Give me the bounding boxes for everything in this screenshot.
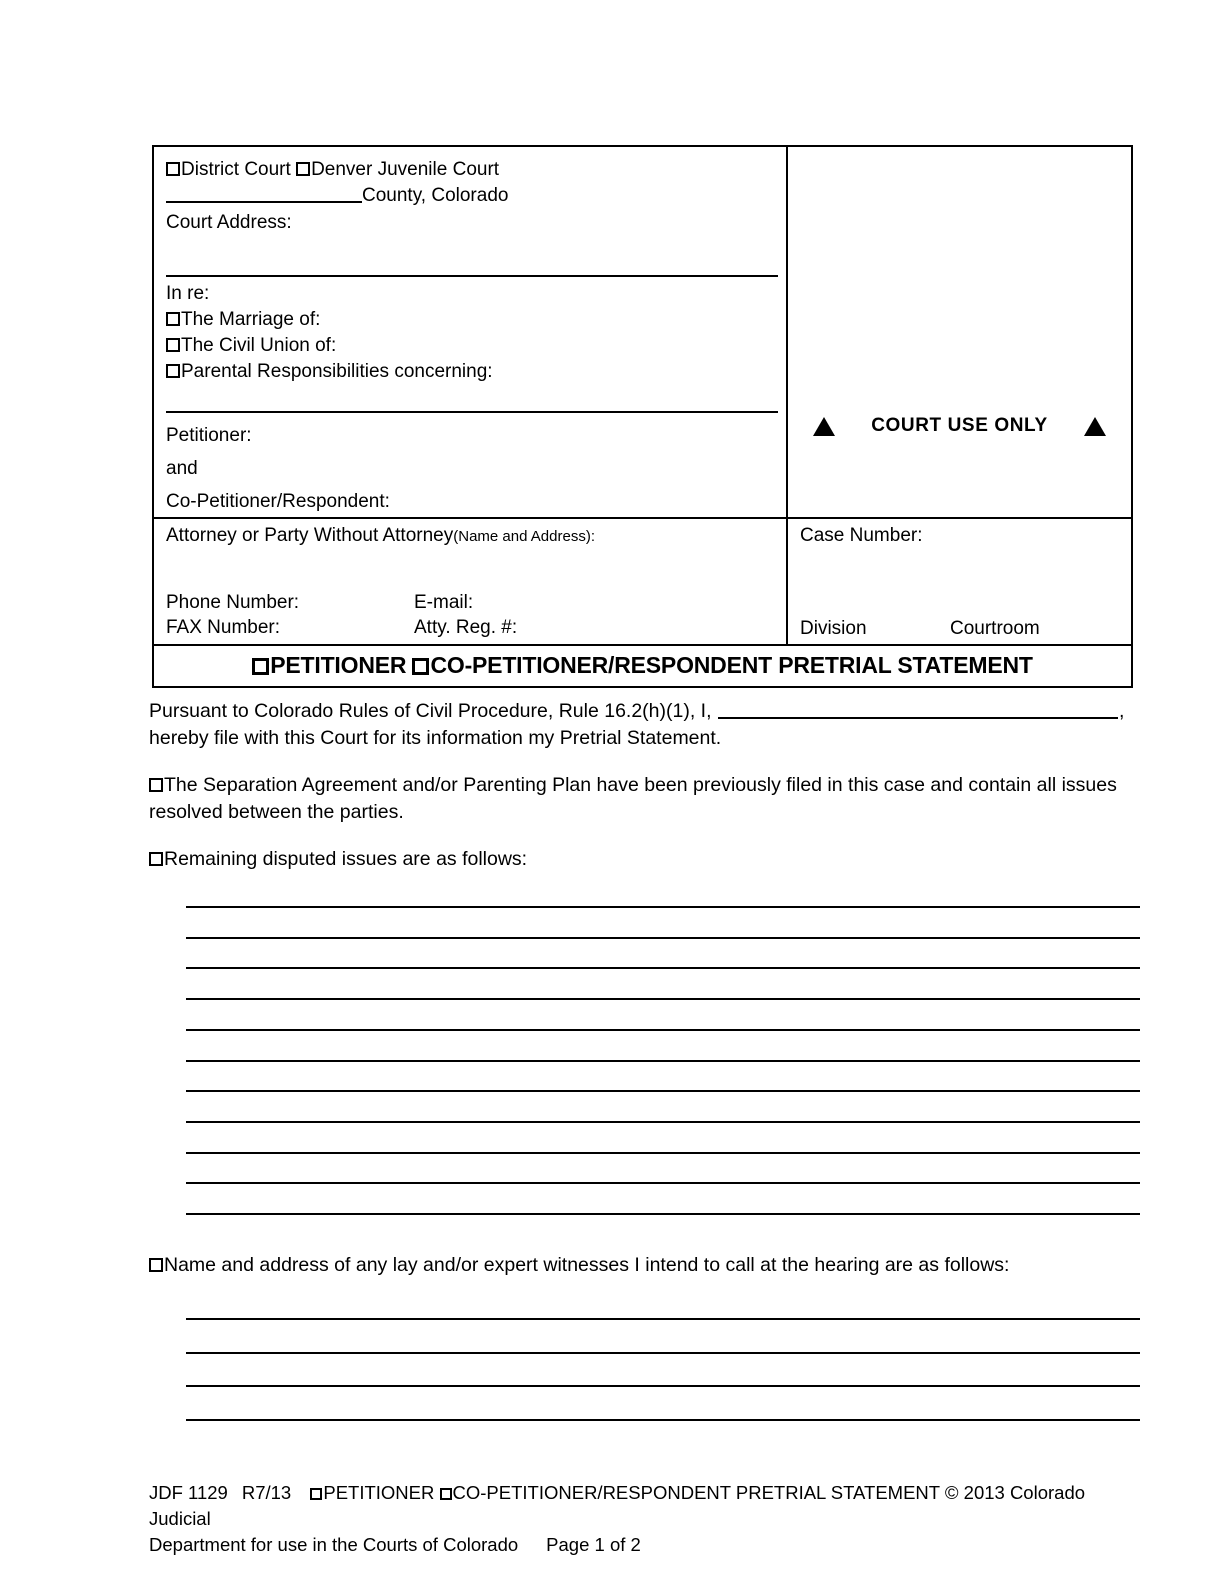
civil-union-checkbox[interactable] xyxy=(166,338,180,352)
write-line[interactable] xyxy=(186,1182,1140,1184)
write-line[interactable] xyxy=(186,1213,1140,1215)
disputed-issues-checkbox[interactable] xyxy=(149,852,163,866)
footer-petitioner-checkbox[interactable] xyxy=(310,1488,322,1500)
and-label: and xyxy=(166,458,198,479)
declarant-name-blank[interactable] xyxy=(718,702,1118,719)
form-title-bar xyxy=(154,644,1131,686)
parties-block xyxy=(154,413,786,517)
write-line[interactable] xyxy=(186,906,1140,908)
pursuant-suffix-text: , xyxy=(1118,700,1125,722)
title-petitioner-checkbox[interactable] xyxy=(252,658,269,675)
write-line[interactable] xyxy=(186,937,1140,939)
write-line[interactable] xyxy=(186,998,1140,1000)
write-line[interactable] xyxy=(186,1121,1140,1123)
marriage-checkbox[interactable] xyxy=(166,312,180,326)
fax-label: FAX Number: xyxy=(166,617,281,638)
email-label: E-mail: xyxy=(414,592,474,613)
attorney-contact-grid xyxy=(166,590,766,640)
case-number-column xyxy=(788,519,1131,644)
witness-list-checkbox[interactable] xyxy=(149,1258,163,1272)
parental-responsibilities-label: Parental Responsibilities concerning: xyxy=(181,361,493,382)
write-line[interactable] xyxy=(186,1318,1140,1320)
witness-list-item[interactable] xyxy=(149,1252,1141,1279)
separation-agreement-item[interactable] xyxy=(149,772,1141,826)
in-re-option-marriage[interactable] xyxy=(166,307,776,333)
courtroom-label: Courtroom xyxy=(950,618,1040,639)
county-suffix-label: County, Colorado xyxy=(362,185,509,206)
footer-co-petitioner-label: CO-PETITIONER/RESPONDENT PRETRIAL STATEMENT © 2013 Colorado Judicial xyxy=(149,1482,1086,1529)
civil-union-label: The Civil Union of: xyxy=(181,335,337,356)
division-label: Division xyxy=(800,618,867,639)
parental-responsibilities-checkbox[interactable] xyxy=(166,364,180,378)
separation-agreement-checkbox[interactable] xyxy=(149,778,163,792)
pursuant-prefix-text: Pursuant to Colorado Rules of Civil Procedure, Rule 16.2(h)(1), I, xyxy=(149,700,712,722)
title-co-petitioner-label: CO-PETITIONER/RESPONDENT xyxy=(430,652,772,678)
caption-lower-row xyxy=(154,519,1131,644)
page-footer xyxy=(149,1480,1149,1558)
court-use-only-label: COURT USE ONLY xyxy=(871,415,1048,436)
case-caption-box xyxy=(152,145,1133,688)
disputed-issues-item[interactable] xyxy=(149,846,1141,873)
marriage-label: The Marriage of: xyxy=(181,309,321,330)
attorney-sublabel: (Name and Address): xyxy=(453,528,595,545)
in-re-label: In re: xyxy=(166,283,210,304)
footer-line-two xyxy=(149,1532,1149,1558)
caption-left-column xyxy=(154,147,788,517)
district-court-checkbox[interactable] xyxy=(166,162,180,176)
county-line xyxy=(166,183,776,208)
fax-attyreg-row xyxy=(166,615,766,640)
district-court-label: District Court xyxy=(181,159,291,180)
footer-form-number: JDF 1129 xyxy=(149,1482,228,1503)
phone-email-row xyxy=(166,590,766,615)
title-petitioner-label: PETITIONER xyxy=(270,652,407,678)
footer-co-petitioner-checkbox[interactable] xyxy=(440,1488,452,1500)
in-re-block xyxy=(154,277,786,411)
footer-line-one xyxy=(149,1480,1149,1532)
attorney-heading xyxy=(166,525,776,547)
title-co-petitioner-checkbox[interactable] xyxy=(412,658,429,675)
caption-upper-row xyxy=(154,147,1131,517)
disputed-issues-write-lines[interactable] xyxy=(186,906,1140,1216)
write-line[interactable] xyxy=(186,1385,1140,1387)
pursuant-paragraph xyxy=(149,698,1139,752)
write-line[interactable] xyxy=(186,1352,1140,1354)
case-number-label: Case Number: xyxy=(800,525,923,546)
footer-petitioner-label: PETITIONER xyxy=(323,1482,435,1503)
court-address-label: Court Address: xyxy=(166,212,292,233)
atty-reg-label: Atty. Reg. #: xyxy=(414,617,518,638)
write-line[interactable] xyxy=(186,1152,1140,1154)
denver-juvenile-court-checkbox[interactable] xyxy=(296,162,310,176)
footer-revision: R7/13 xyxy=(241,1482,292,1503)
disputed-issues-text: Remaining disputed issues are as follows: xyxy=(164,848,528,870)
co-petitioner-label: Co-Petitioner/Respondent: xyxy=(166,491,390,512)
triangle-left-icon xyxy=(813,417,835,436)
division-courtroom-row xyxy=(800,618,1040,640)
footer-page-label: Page 1 of 2 xyxy=(546,1534,641,1555)
petitioner-label: Petitioner: xyxy=(166,425,252,446)
court-use-only-area xyxy=(788,147,1131,496)
pursuant-line-two: hereby file with this Court for its information my Pretrial Statement. xyxy=(149,727,722,749)
triangle-right-icon xyxy=(1084,417,1106,436)
in-re-option-civil-union[interactable] xyxy=(166,333,776,359)
separation-agreement-text: The Separation Agreement and/or Parenting Plan have been previously filed in this case and contain all issues resolved between the parties. xyxy=(149,774,1117,823)
in-re-option-parental-responsibilities[interactable] xyxy=(166,359,776,385)
attorney-block xyxy=(154,519,786,644)
attorney-label: Attorney or Party Without Attorney xyxy=(166,525,454,546)
court-identification-block xyxy=(154,147,786,275)
witness-list-text: Name and address of any lay and/or expert witnesses I intend to call at the hearing are as follows: xyxy=(164,1254,1010,1276)
write-line[interactable] xyxy=(186,967,1140,969)
write-line[interactable] xyxy=(186,1029,1140,1031)
write-line[interactable] xyxy=(186,1419,1140,1421)
attorney-column xyxy=(154,519,788,644)
caption-right-column xyxy=(788,147,1131,517)
phone-label: Phone Number: xyxy=(166,592,300,613)
witness-write-lines[interactable] xyxy=(186,1318,1140,1422)
court-use-only-strip xyxy=(788,415,1131,437)
court-type-options xyxy=(166,157,776,182)
write-line[interactable] xyxy=(186,1060,1140,1062)
title-document-label: PRETRIAL STATEMENT xyxy=(778,652,1033,678)
denver-juvenile-court-label: Denver Juvenile Court xyxy=(311,159,500,180)
footer-department-text: Department for use in the Courts of Colorado xyxy=(149,1534,519,1555)
write-line[interactable] xyxy=(186,1090,1140,1092)
case-number-block xyxy=(788,519,1131,644)
county-input-blank[interactable] xyxy=(166,185,362,203)
